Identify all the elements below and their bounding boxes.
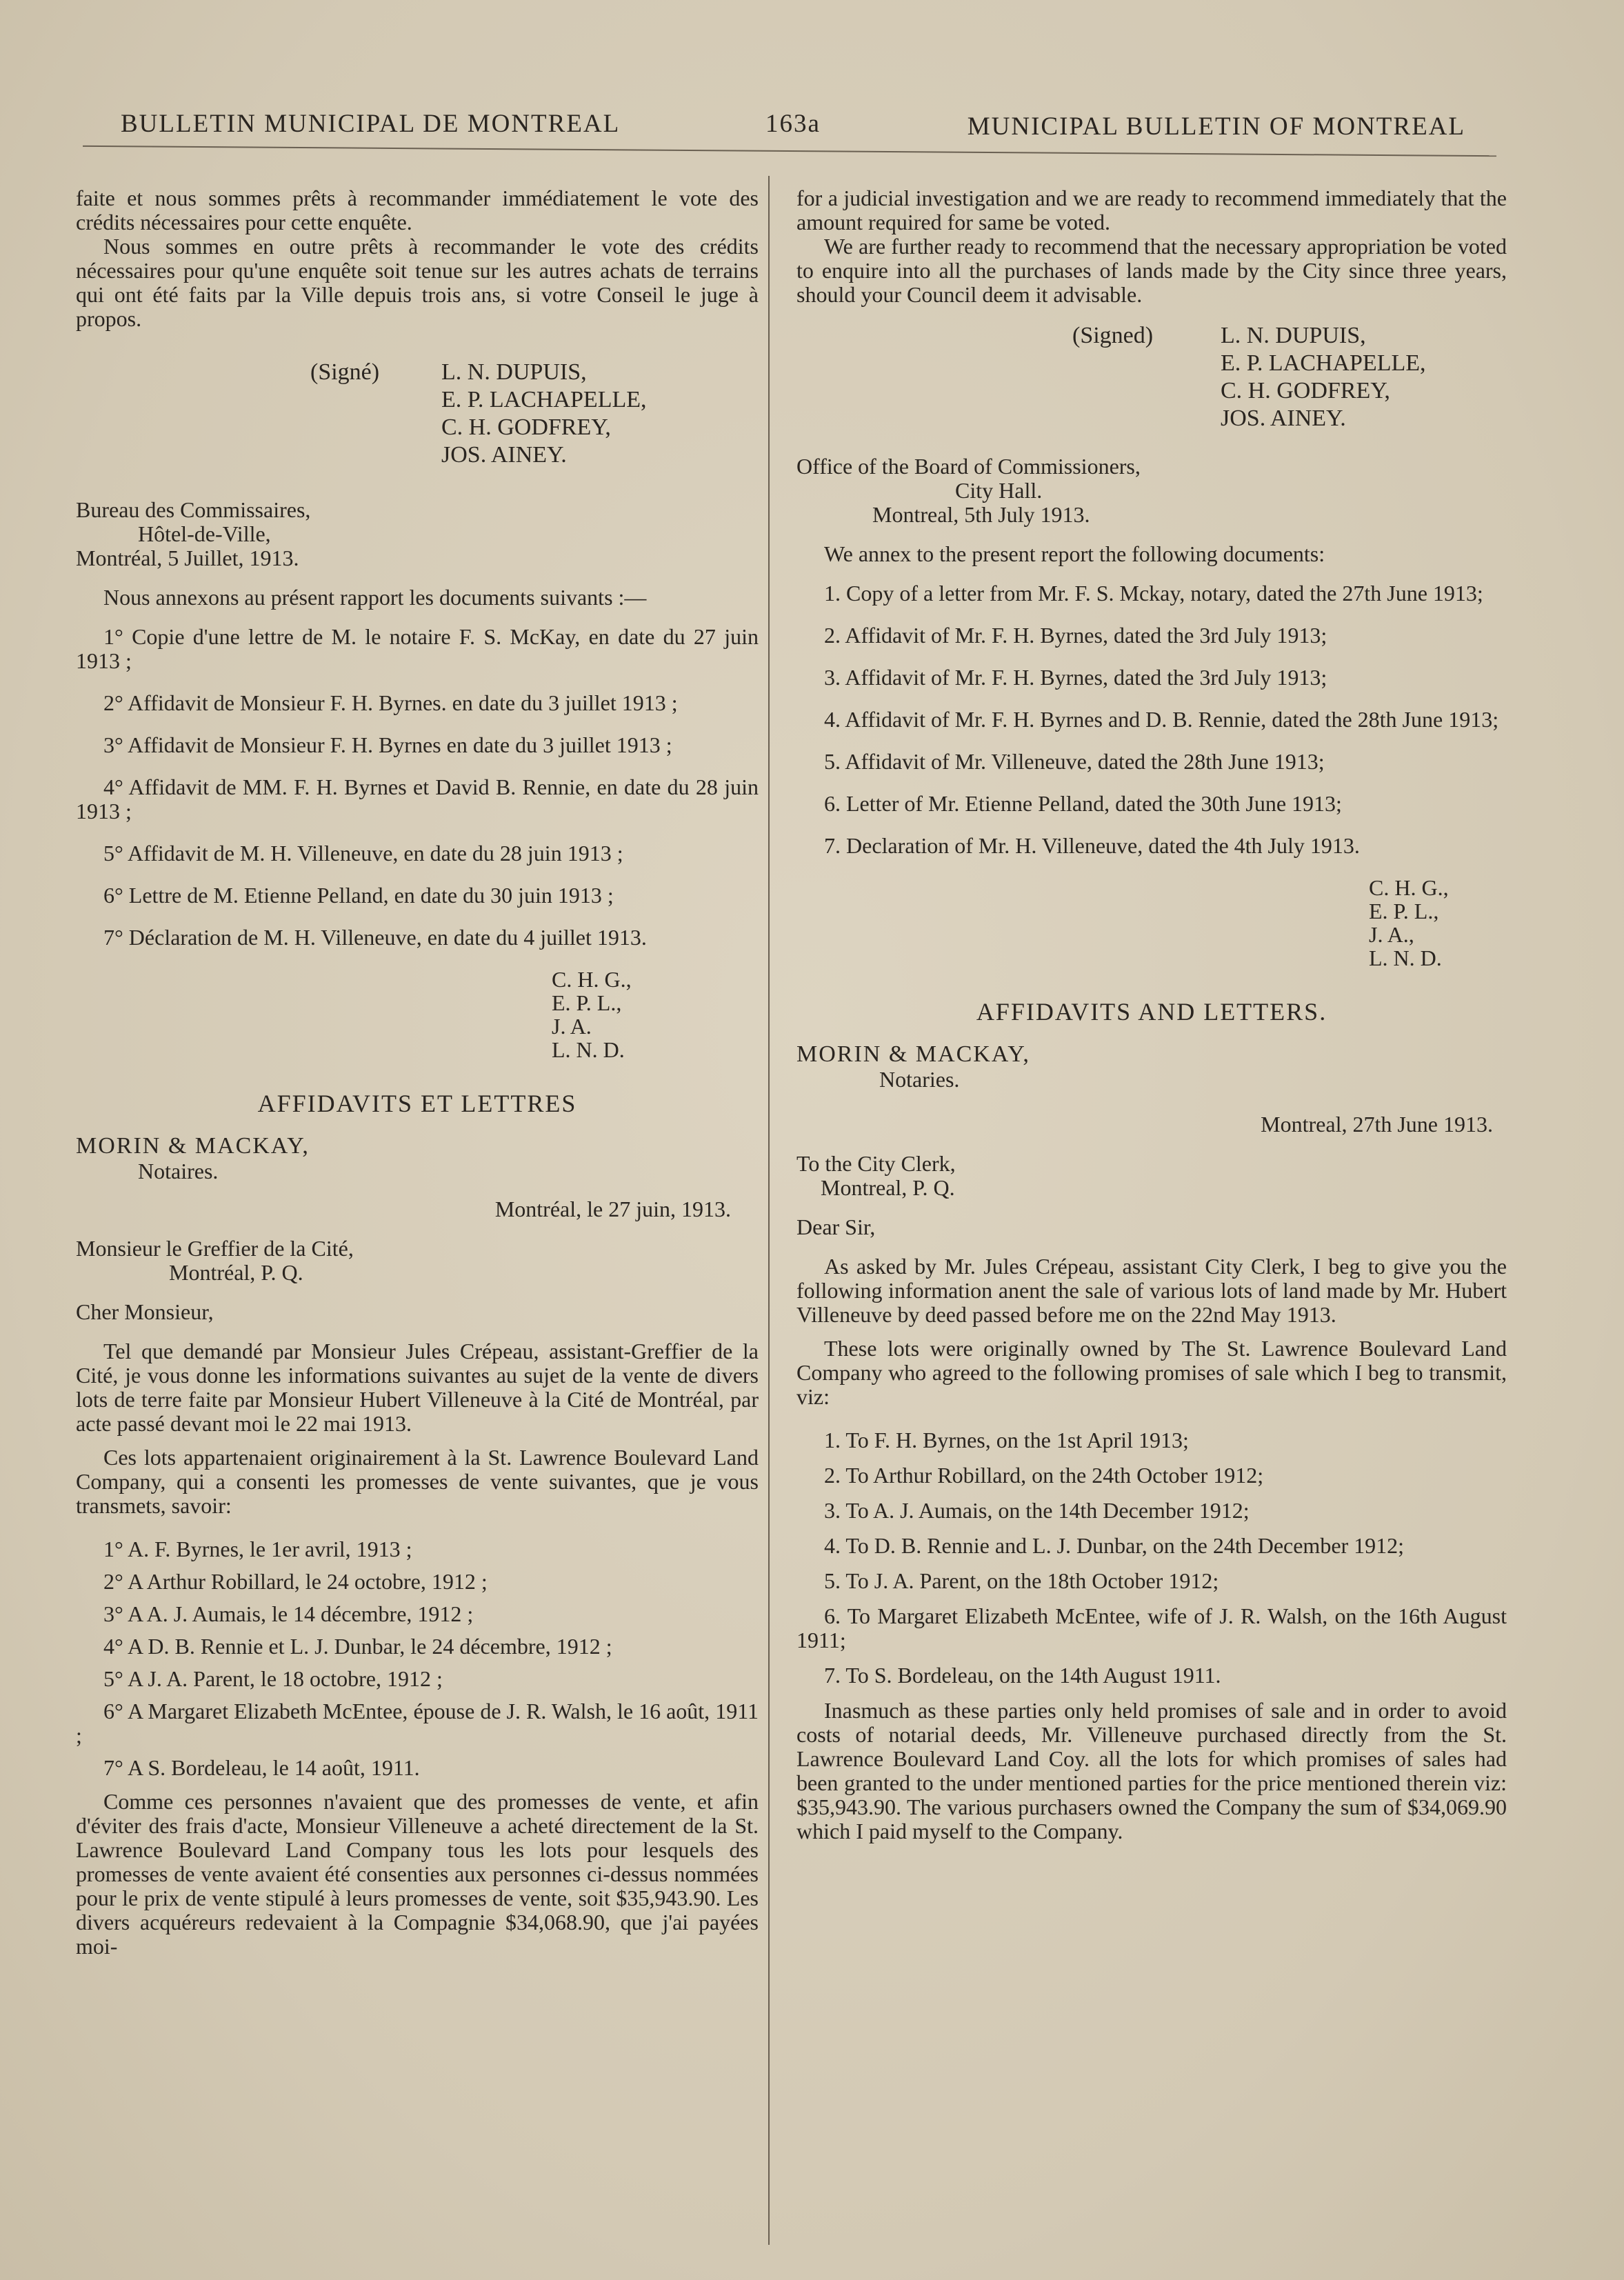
list-item: 3. To A. J. Aumais, on the 14th December 1912;	[824, 1498, 1250, 1523]
fr-signer: L. N. DUPUIS,	[441, 359, 587, 385]
en-document-list	[796, 581, 1507, 858]
en-annex-intro: We annex to the present report the following documents:	[824, 541, 1325, 566]
list-item: 4° A D. B. Rennie et L. J. Dunbar, le 24 décembre, 1912 ;	[103, 1634, 612, 1659]
addressee-line: Montreal, P. Q.	[821, 1175, 955, 1200]
list-item: 2. To Arthur Robillard, on the 24th October 1912;	[824, 1463, 1264, 1488]
fr-initials	[76, 968, 759, 1061]
list-item: 2° A Arthur Robillard, le 24 octobre, 1912 ;	[103, 1569, 488, 1594]
fr-document-list	[76, 625, 759, 950]
initial-line: E. P. L.,	[1369, 899, 1439, 923]
fr-office-line: Montréal, 5 Juillet, 1913.	[76, 546, 299, 570]
initial-line: C. H. G.,	[1369, 875, 1449, 900]
en-firm-name: MORIN & MACKAY,	[796, 1041, 1030, 1067]
addressee-line: Monsieur le Greffier de la Cité,	[76, 1236, 354, 1261]
en-signers	[1221, 322, 1426, 432]
en-signer: L. N. DUPUIS,	[1221, 323, 1366, 348]
page-number: 163a	[765, 110, 821, 138]
header-left-title: BULLETIN MUNICIPAL DE MONTREAL	[121, 110, 621, 138]
list-item: 4. To D. B. Rennie and L. J. Dunbar, on the 24th December 1912;	[824, 1533, 1405, 1558]
en-signature-block	[796, 322, 1507, 439]
fr-salutation: Cher Monsieur,	[76, 1299, 214, 1324]
fr-office-address	[76, 498, 759, 570]
fr-signed-label: (Signé)	[310, 359, 380, 385]
initial-line: J. A.	[552, 1014, 592, 1039]
list-item: 1. To F. H. Byrnes, on the 1st April 1913;	[824, 1428, 1189, 1452]
en-initials	[796, 876, 1507, 970]
initial-line: L. N. D.	[1369, 946, 1442, 970]
fr-paragraph-1: faite et nous sommes prêts à recommander immédiatement le vote des crédits nécessaires pour cette enquête.	[76, 186, 759, 234]
en-office-address	[796, 454, 1507, 527]
fr-paragraph-4: Ces lots appartenaient originairement à la St. Lawrence Boulevard Land Company, qui a consenti les promesses de vente suivantes, que je vous transmets, savoir:	[76, 1445, 759, 1518]
fr-sales-list	[76, 1537, 759, 1780]
initial-line: E. P. L.,	[552, 990, 622, 1015]
list-item: 4° Affidavit de MM. F. H. Byrnes et David B. Rennie, en date du 28 juin 1913 ;	[76, 774, 759, 823]
en-firm-sub: Notaries.	[879, 1067, 960, 1092]
fr-firm-name: MORIN & MACKAY,	[76, 1133, 310, 1159]
fr-addressee	[76, 1237, 759, 1285]
en-office-line: Montreal, 5th July 1913.	[872, 502, 1090, 527]
fr-signers	[441, 359, 647, 469]
en-paragraph-4: These lots were originally owned by The St. Lawrence Boulevard Land Company who agreed to the following promises of sale which I beg to transmit, viz:	[796, 1336, 1507, 1409]
en-signed-label: (Signed)	[1072, 323, 1154, 348]
fr-section-title: AFFIDAVITS ET LETTRES	[257, 1090, 577, 1117]
fr-annex-intro: Nous annexons au présent rapport les documents suivants :—	[103, 585, 647, 610]
list-item: 2° Affidavit de Monsieur F. H. Byrnes. en date du 3 juillet 1913 ;	[103, 690, 678, 715]
initial-line: J. A.,	[1369, 922, 1414, 947]
fr-paragraph-3: Tel que demandé par Monsieur Jules Crépeau, assistant-Greffier de la Cité, je vous donne les informations suivantes au sujet de la vente de divers lots de terre faite par Monsieur Hubert Villeneuve à la Cité de Montréal, par acte passé devant moi le 22 mai 1913.	[76, 1339, 759, 1436]
en-signer: E. P. LACHAPELLE,	[1221, 350, 1426, 376]
list-item: 3. Affidavit of Mr. F. H. Byrnes, dated the 3rd July 1913;	[824, 665, 1327, 690]
list-item: 5. To J. A. Parent, on the 18th October 1912;	[824, 1568, 1219, 1593]
en-signer: C. H. GODFREY,	[1221, 378, 1390, 403]
en-addressee	[796, 1152, 1507, 1200]
initial-line: L. N. D.	[552, 1037, 625, 1062]
list-item: 7. Declaration of Mr. H. Villeneuve, dated the 4th July 1913.	[824, 833, 1360, 858]
list-item: 6° Lettre de M. Etienne Pelland, en date du 30 juin 1913 ;	[103, 883, 614, 908]
fr-paragraph-2: Nous sommes en outre prêts à recommander le vote des crédits nécessaires pour qu'une enquête soit tenue sur les autres achats de terrains qui ont été faits par la Ville depuis trois ans, si votre Conseil le juge à propos.	[76, 234, 759, 331]
en-office-line: City Hall.	[955, 478, 1043, 503]
page-header	[121, 109, 1465, 150]
english-column	[796, 186, 1507, 1843]
list-item: 5. Affidavit of Mr. Villeneuve, dated the 28th June 1913;	[824, 749, 1325, 774]
column-divider	[768, 176, 770, 2245]
en-salutation: Dear Sir,	[796, 1214, 876, 1239]
en-paragraph-3: As asked by Mr. Jules Crépeau, assistant City Clerk, I beg to give you the following information anent the sale of various lots of land made by Mr. Hubert Villeneuve by deed passed before me on the 22nd May 1913.	[796, 1254, 1507, 1327]
fr-firm-sub: Notaires.	[138, 1159, 219, 1183]
en-letter-date: Montreal, 27th June 1913.	[1261, 1112, 1493, 1137]
fr-letter-date: Montréal, le 27 juin, 1913.	[494, 1197, 731, 1221]
list-item: 5° A J. A. Parent, le 18 octobre, 1912 ;	[103, 1666, 443, 1691]
initial-line: C. H. G.,	[552, 967, 632, 992]
header-right-title: MUNICIPAL BULLETIN OF MONTREAL	[967, 112, 1465, 141]
en-paragraph-5: Inasmuch as these parties only held promises of sale and in order to avoid costs of notarial deeds, Mr. Villeneuve purchased directly from the St. Lawrence Boulevard Land Coy. all the lots for which promises of sales had been granted to the under mentioned parties for the price mentioned therein viz: $35,943.90. The various purchasers owned the Company the sum of $34,069.90 which I paid myself to the Company.	[796, 1698, 1507, 1843]
en-paragraph-2: We are further ready to recommend that the necessary appropriation be voted to enquire into all the purchases of lands made by the City since three years, should your Council deem it advisable.	[796, 234, 1507, 307]
en-signer: JOS. AINEY.	[1221, 406, 1346, 431]
list-item: 1° A. F. Byrnes, le 1er avril, 1913 ;	[103, 1537, 412, 1561]
en-section-title: AFFIDAVITS AND LETTERS.	[976, 998, 1327, 1026]
list-item: 1° Copie d'une lettre de M. le notaire F. S. McKay, en date du 27 juin 1913 ;	[76, 624, 759, 673]
list-item: 4. Affidavit of Mr. F. H. Byrnes and D. B. Rennie, dated the 28th June 1913;	[824, 707, 1499, 732]
fr-signer: JOS. AINEY.	[441, 442, 567, 468]
addressee-line: Montréal, P. Q.	[169, 1260, 303, 1285]
fr-signer: E. P. LACHAPELLE,	[441, 387, 647, 412]
list-item: 5° Affidavit de M. H. Villeneuve, en date du 28 juin 1913 ;	[103, 841, 623, 866]
french-column	[76, 186, 759, 1959]
fr-signature-block	[76, 359, 759, 483]
fr-office-line: Bureau des Commissaires,	[76, 497, 311, 522]
list-item: 2. Affidavit of Mr. F. H. Byrnes, dated the 3rd July 1913;	[824, 623, 1327, 648]
list-item: 3° Affidavit de Monsieur F. H. Byrnes en date du 3 juillet 1913 ;	[103, 732, 672, 757]
fr-signer: C. H. GODFREY,	[441, 414, 611, 440]
list-item: 3° A A. J. Aumais, le 14 décembre, 1912 ;	[103, 1601, 474, 1626]
list-item: 7. To S. Bordeleau, on the 14th August 1911.	[824, 1663, 1221, 1688]
fr-office-line: Hôtel-de-Ville,	[138, 521, 271, 546]
en-office-line: Office of the Board of Commissioners,	[796, 454, 1141, 479]
fr-paragraph-5: Comme ces personnes n'avaient que des promesses de vente, et afin d'éviter des frais d'acte, Monsieur Villeneuve a acheté directement de la St. Lawrence Boulevard Land Company tous les lots pour lesquels des promesses de vente avaient été consenties aux personnes ci-dessus nommées pour le prix de vente stipulé à leurs promesses de vente, soit $35,943.90. Les divers acquéreurs redevaient à la Compagnie $34,068.90, que j'ai payées moi-	[76, 1789, 759, 1959]
list-item: 6. To Margaret Elizabeth McEntee, wife of J. R. Walsh, on the 16th August 1911;	[796, 1603, 1507, 1652]
list-item: 7° Déclaration de M. H. Villeneuve, en date du 4 juillet 1913.	[103, 925, 647, 950]
en-paragraph-1: for a judicial investigation and we are ready to recommend immediately that the amount required for same be voted.	[796, 186, 1507, 234]
en-sales-list	[796, 1428, 1507, 1688]
list-item: 6. Letter of Mr. Etienne Pelland, dated the 30th June 1913;	[824, 791, 1342, 816]
list-item: 1. Copy of a letter from Mr. F. S. Mckay, notary, dated the 27th June 1913;	[824, 581, 1483, 606]
list-item: 7° A S. Bordeleau, le 14 août, 1911.	[103, 1755, 420, 1780]
list-item: 6° A Margaret Elizabeth McEntee, épouse de J. R. Walsh, le 16 août, 1911 ;	[76, 1699, 759, 1748]
addressee-line: To the City Clerk,	[796, 1151, 956, 1176]
